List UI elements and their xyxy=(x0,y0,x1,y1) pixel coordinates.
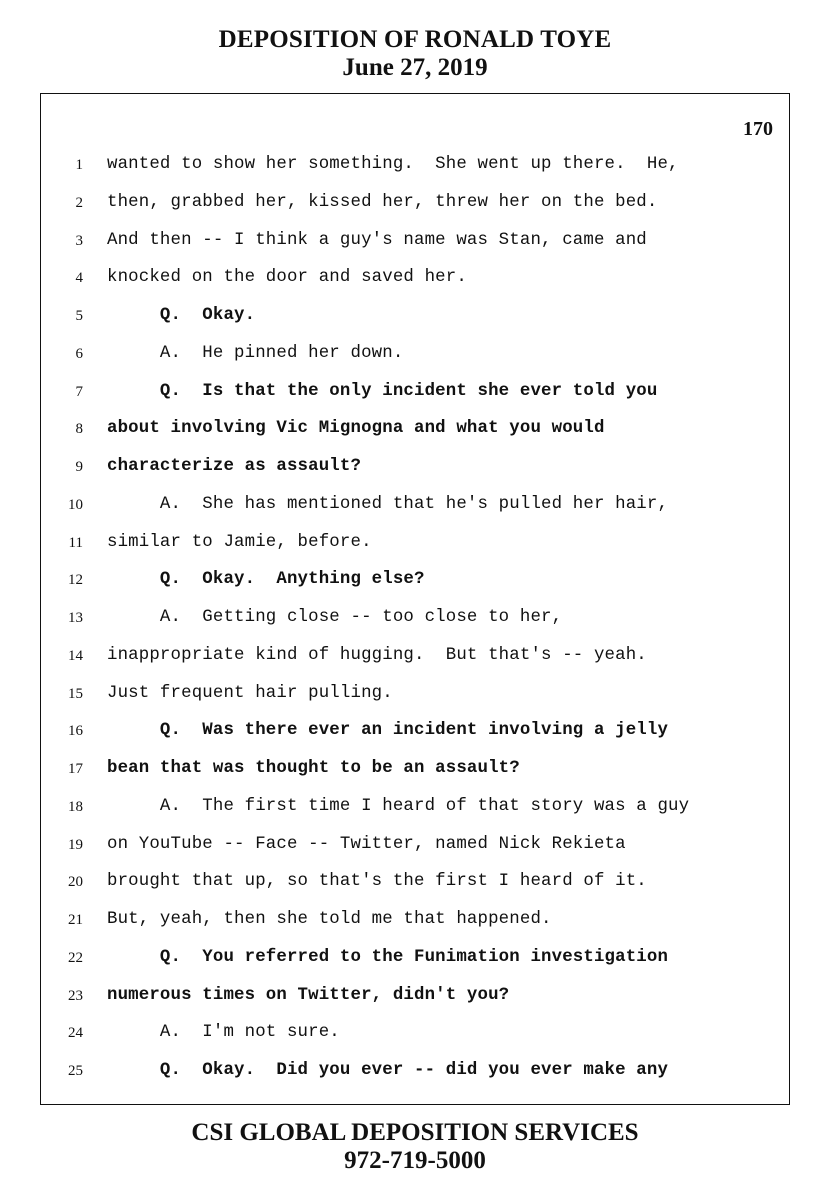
line-text: brought that up, so that's the first I heard of it. xyxy=(107,872,647,892)
transcript-line xyxy=(41,790,791,828)
transcript-line xyxy=(41,337,791,375)
line-number: 15 xyxy=(68,685,83,702)
line-text: knocked on the door and saved her. xyxy=(107,268,467,288)
question-text: characterize as assault? xyxy=(107,457,362,476)
line-text: A. The first time I heard of that story was a guy xyxy=(107,796,690,816)
line-number: 10 xyxy=(68,496,83,513)
line-number: 24 xyxy=(68,1025,83,1042)
line-number: 22 xyxy=(68,949,83,966)
transcript-page-box xyxy=(40,93,790,1105)
transcript-line xyxy=(41,450,791,488)
line-number: 19 xyxy=(68,836,83,853)
line-text: But, yeah, then she told me that happened. xyxy=(107,910,552,929)
company-name: CSI GLOBAL DEPOSITION SERVICES xyxy=(191,1119,639,1146)
question-text: about involving Vic Mignogna and what you would xyxy=(107,419,605,439)
transcript-line xyxy=(41,224,791,262)
transcript-line xyxy=(41,979,791,1017)
question-text: Q. Is that the only incident she ever told you xyxy=(107,381,658,401)
line-number: 13 xyxy=(68,610,83,626)
line-number: 12 xyxy=(68,572,83,589)
transcript-line xyxy=(41,1054,791,1092)
line-number: 3 xyxy=(75,232,83,249)
line-number: 23 xyxy=(68,987,83,1004)
line-number: 5 xyxy=(75,308,83,324)
line-text: Just frequent hair pulling. xyxy=(107,683,393,703)
transcript-line xyxy=(41,677,791,715)
company-phone: 972-719-5000 xyxy=(344,1147,486,1174)
line-number: 6 xyxy=(75,345,83,362)
line-number: 9 xyxy=(75,459,83,475)
question-text: Q. Was there ever an incident involving a jelly xyxy=(107,721,669,741)
document-footer xyxy=(0,1119,830,1175)
transcript-line xyxy=(41,828,791,866)
line-text: A. I'm not sure. xyxy=(107,1023,340,1043)
transcript-line xyxy=(41,903,791,941)
transcript-line xyxy=(41,1016,791,1054)
line-number: 25 xyxy=(68,1063,83,1079)
transcript-line xyxy=(41,563,791,601)
question-text: bean that was thought to be an assault? xyxy=(107,759,520,778)
line-number: 16 xyxy=(68,723,83,740)
line-text: And then -- I think a guy's name was Stan, came and xyxy=(107,230,647,250)
transcript-line xyxy=(41,412,791,450)
transcript-line xyxy=(41,752,791,790)
transcript-line xyxy=(41,714,791,752)
question-text: Q. Okay. Did you ever -- did you ever make any xyxy=(107,1061,669,1080)
line-text: A. He pinned her down. xyxy=(107,343,404,363)
line-text: on YouTube -- Face -- Twitter, named Nick Rekieta xyxy=(107,834,626,854)
question-text: Q. You referred to the Funimation investigation xyxy=(107,947,669,967)
line-number: 21 xyxy=(68,912,83,928)
transcript-line xyxy=(41,941,791,979)
transcript-line xyxy=(41,601,791,639)
line-number: 14 xyxy=(68,647,83,664)
transcript-line xyxy=(41,639,791,677)
line-number: 11 xyxy=(68,534,83,551)
line-number: 8 xyxy=(75,421,83,438)
question-text: Q. Okay. xyxy=(107,306,256,325)
transcript-line xyxy=(41,865,791,903)
line-number: 4 xyxy=(75,270,83,287)
deposition-title: DEPOSITION OF RONALD TOYE xyxy=(218,26,612,53)
question-text: Q. Okay. Anything else? xyxy=(107,570,425,590)
line-text: A. Getting close -- too close to her, xyxy=(107,608,563,627)
transcript-line xyxy=(41,148,791,186)
line-number: 17 xyxy=(68,761,83,777)
line-number: 18 xyxy=(68,798,83,815)
transcript-line xyxy=(41,261,791,299)
transcript-line xyxy=(41,488,791,526)
line-text: wanted to show her something. She went up there. He, xyxy=(107,155,679,174)
page-number: 170 xyxy=(743,118,773,140)
transcript-line xyxy=(41,186,791,224)
transcript-line xyxy=(41,526,791,564)
question-text: numerous times on Twitter, didn't you? xyxy=(107,985,510,1005)
line-number: 20 xyxy=(68,874,83,891)
document-header xyxy=(0,26,830,82)
line-number: 2 xyxy=(75,194,83,211)
deposition-date: June 27, 2019 xyxy=(342,54,488,81)
line-text: similar to Jamie, before. xyxy=(107,532,372,552)
line-text: then, grabbed her, kissed her, threw her on the bed. xyxy=(107,192,658,212)
transcript-line xyxy=(41,299,791,337)
line-number: 7 xyxy=(75,383,83,400)
transcript-line xyxy=(41,375,791,413)
line-text: A. She has mentioned that he's pulled her hair, xyxy=(107,494,669,514)
line-text: inappropriate kind of hugging. But that's -- yeah. xyxy=(107,645,647,665)
line-number: 1 xyxy=(75,157,83,173)
